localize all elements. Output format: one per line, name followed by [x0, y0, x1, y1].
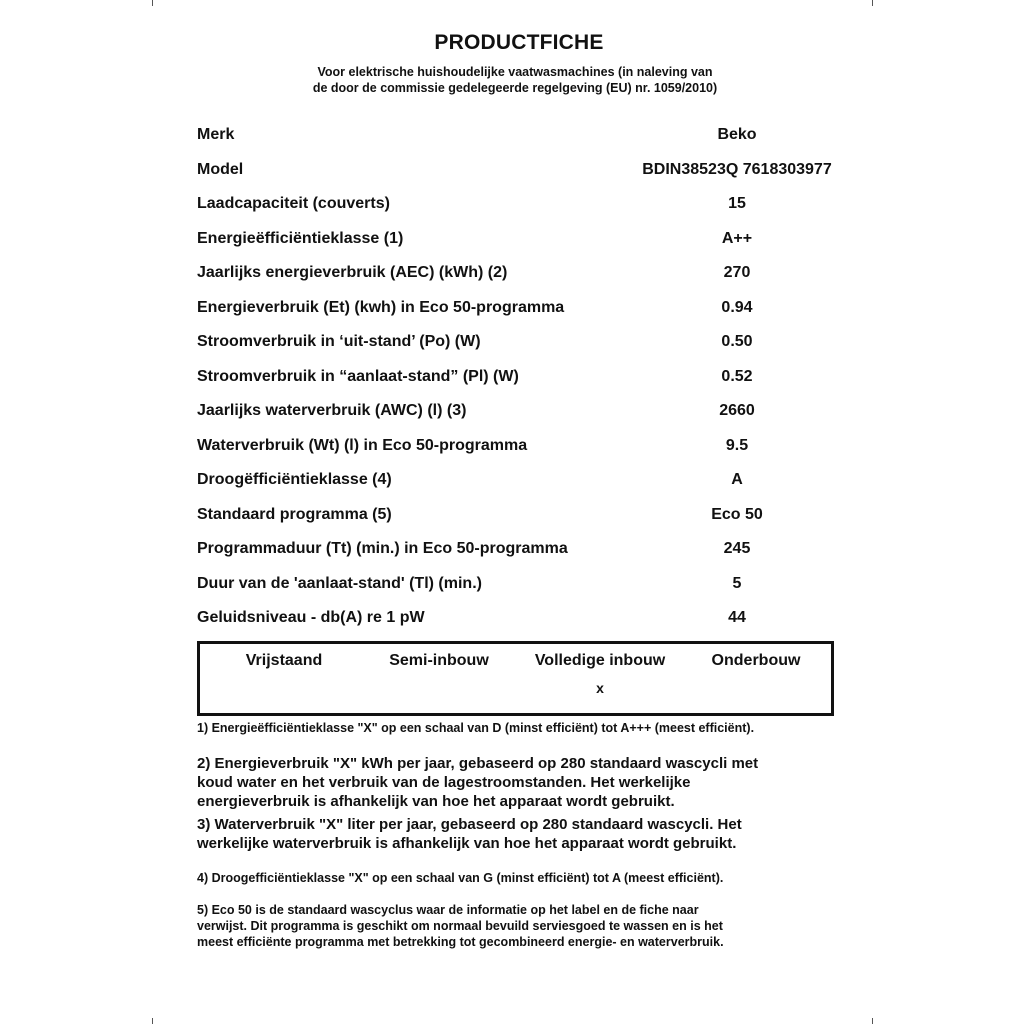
spec-row-off-power: [197, 325, 837, 360]
spec-value: 0.50: [721, 333, 753, 351]
spec-label: Jaarlijks waterverbruik (AWC) (l) (3): [197, 402, 467, 420]
spec-value: 15: [728, 195, 746, 213]
footnote-line: 2) Energieverbruik "X" kWh per jaar, gebaseerd op 280 standaard wascycli met: [197, 755, 759, 772]
spec-value: 5: [732, 574, 742, 592]
spec-row-model: [197, 153, 837, 188]
crop-mark: [152, 0, 153, 6]
crop-mark: [872, 0, 873, 6]
spec-value: 2660: [719, 402, 755, 420]
spec-label: Waterverbruik (Wt) (l) in Eco 50-programma: [197, 436, 528, 454]
spec-row-cycle-energy: [197, 291, 837, 326]
spec-label: Jaarlijks energieverbruik (AEC) (kWh) (2): [197, 264, 508, 282]
footnote-line: meest efficiënte programma met betrekking tot gecombineerd energie- en waterverbruik.: [197, 935, 724, 949]
spec-label: Merk: [197, 126, 235, 144]
spec-value: BDIN38523Q 7618303977: [642, 160, 832, 178]
footnote-line: 3) Waterverbruik "X" liter per jaar, gebaseerd op 280 standaard wascycli. Het: [197, 816, 742, 833]
crop-mark: [152, 1018, 153, 1024]
installation-option-freestanding: Vrijstaand: [245, 652, 323, 669]
spec-value: 9.5: [725, 436, 749, 454]
footnote-3: [197, 815, 837, 853]
spec-value: Beko: [717, 126, 757, 144]
spec-label: Energieverbruik (Et) (kwh) in Eco 50-programma: [197, 298, 565, 316]
footnote-5: [197, 902, 837, 950]
document-title: PRODUCTFICHE: [434, 31, 604, 54]
installation-option-undercounter: Onderbouw: [711, 652, 801, 669]
spec-row-noise-level: [197, 601, 837, 636]
footnote-line: koud water en het verbruik van de lagestroomstanden. Het werkelijke: [197, 774, 691, 791]
footnote-2: [197, 754, 837, 811]
spec-row-drying-class: [197, 463, 837, 498]
spec-row-left-on-duration: [197, 567, 837, 602]
footnote-line: 5) Eco 50 is de standaard wascyclus waar de informatie op het label en de fiche naar: [197, 903, 699, 917]
spec-label: Laadcapaciteit (couverts): [197, 195, 390, 213]
spec-label: Programmaduur (Tt) (min.) in Eco 50-programma: [197, 540, 568, 558]
footnote-line: werkelijke waterverbruik is afhankelijk van hoe het apparaat wordt gebruikt.: [197, 835, 737, 852]
spec-value: 0.52: [721, 367, 753, 385]
spec-value: Eco 50: [711, 505, 763, 523]
document-subtitle: [0, 64, 1024, 96]
footnote-line: energieverbruik is afhankelijk van hoe het apparaat wordt gebruikt.: [197, 793, 675, 810]
installation-selected-mark: x: [596, 680, 604, 696]
spec-row-cycle-water: [197, 429, 837, 464]
installation-option-fully-integrated: Volledige inbouw: [534, 652, 666, 669]
spec-label: Energieëfficiëntieklasse (1): [197, 229, 404, 247]
footnote-line: verwijst. Dit programma is geschikt om normaal bevuild serviesgoed te wassen en is het: [197, 919, 723, 933]
spec-label: Geluidsniveau - db(A) re 1 pW: [197, 609, 425, 627]
spec-value: A: [731, 471, 743, 489]
spec-row-energy-class: [197, 222, 837, 257]
spec-value: 0.94: [721, 298, 753, 316]
spec-table: [197, 118, 837, 636]
spec-value: A++: [721, 229, 753, 247]
spec-row-brand: [197, 118, 837, 153]
spec-label: Model: [197, 160, 244, 178]
spec-label: Stroomverbruik in ‘uit-stand’ (Po) (W): [197, 333, 481, 351]
spec-row-capacity: [197, 187, 837, 222]
subtitle-line: de door de commissie gedelegeerde regelgeving (EU) nr. 1059/2010): [312, 81, 718, 95]
spec-row-annual-energy: [197, 256, 837, 291]
footnote-4: 4) Droogefficiëntieklasse "X" op een schaal van G (minst efficiënt) tot A (meest efficiënt).: [197, 871, 724, 885]
crop-mark: [872, 1018, 873, 1024]
spec-row-left-on-power: [197, 360, 837, 395]
installation-option-semi-integrated: Semi-inbouw: [389, 652, 489, 669]
spec-value: 245: [723, 540, 751, 558]
spec-row-annual-water: [197, 394, 837, 429]
spec-label: Standaard programma (5): [197, 505, 392, 523]
spec-value: 270: [723, 264, 751, 282]
installation-type-box: [197, 641, 834, 716]
spec-label: Duur van de 'aanlaat-stand' (Tl) (min.): [197, 574, 482, 592]
spec-value: 44: [728, 609, 746, 627]
spec-label: Stroomverbruik in “aanlaat-stand” (Pl) (W): [197, 367, 519, 385]
subtitle-line: Voor elektrische huishoudelijke vaatwasmachines (in naleving van: [317, 65, 713, 79]
spec-row-program-duration: [197, 532, 837, 567]
spec-row-standard-program: [197, 498, 837, 533]
spec-label: Droogëfficiëntieklasse (4): [197, 471, 392, 489]
footnote-1: 1) Energieëfficiëntieklasse "X" op een schaal van D (minst efficiënt) tot A+++ (meest efficiënt).: [197, 721, 755, 735]
